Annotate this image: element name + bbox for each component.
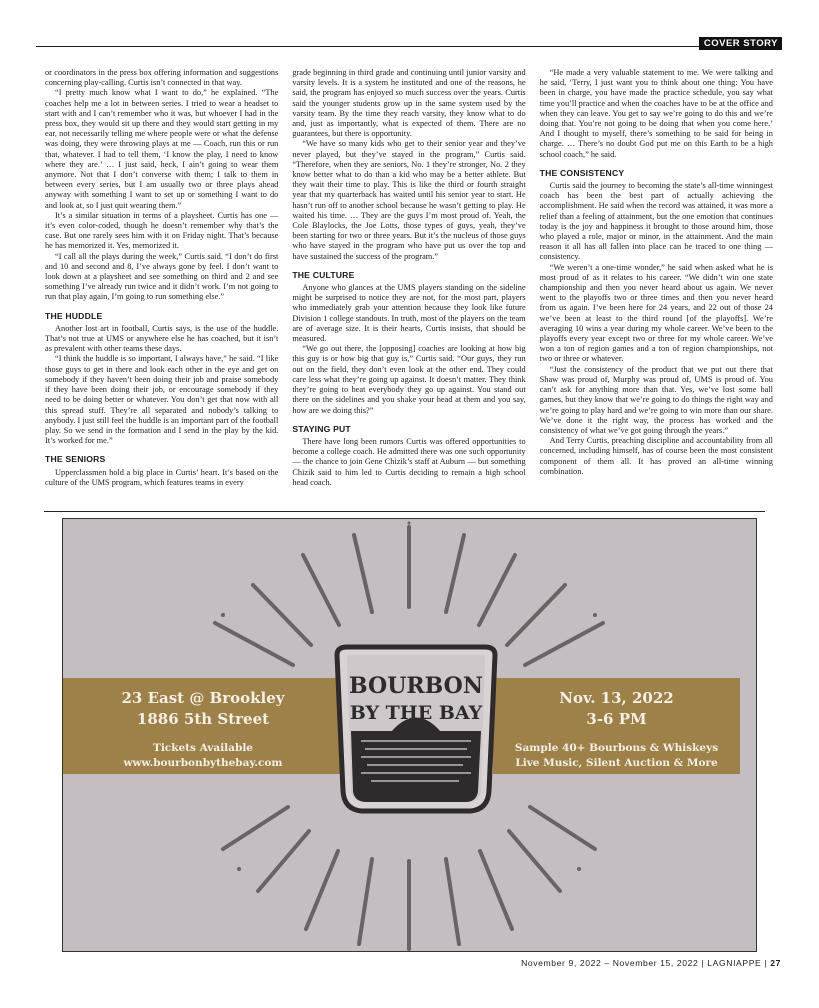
paragraph: And Terry Curtis, preaching discipline and accountability from all concerned, including himself, has of course been the most consistent component of them all. It has proved an all-time winning combination. bbox=[539, 436, 773, 476]
paragraph: “He made a very valuable statement to me. We were talking and he said, ‘Terry, I just want you to think about one thing: You have been in charge, you have made the practice schedule, you say what time you’ll practice and when the coaches have to be at the office and when they can leave. You get to say we’re going to do this and we’re doing that. You’re not going to be doing that when you come here.’ And I thought to myself, there’s something to be said for being in charge. … There’s no doubt God put me on this Earth to be a high school coach,” he said. bbox=[539, 68, 773, 159]
article-column-1 bbox=[45, 68, 278, 488]
tickets-website-link[interactable]: www.bourbonbythebay.com bbox=[123, 757, 283, 769]
subhead-the-culture: THE CULTURE bbox=[292, 269, 355, 280]
paragraph: grade beginning in third grade and continuing until junior varsity and varsity levels. It is a system he instituted and one of the reasons, he said, the program has enjoyed so much success over the years. Curtis said the younger students grow up in the same system used by the varsity team. By the time they reach varsity, they know what to do and, just as importantly, what is expected of them. There are no guarantees, but there is opportunity. bbox=[292, 68, 526, 139]
venue-name: 23 East @ Brookley bbox=[121, 689, 285, 707]
paragraph: “I call all the plays during the week,” Curtis said. “I don’t do first and 10 and second and 8, I’ve always gone by feel. I don’t want to look down at a playsheet and see something on third and 2 and see something I’ve already run twice and it didn’t work. I’m not going to run that play again, I’m going to run something else.” bbox=[45, 251, 279, 302]
page-footer bbox=[521, 958, 781, 968]
paragraph: “We have so many kids who get to their senior year and they’ve never played, but they’ve stayed in the program,” Curtis said. “Therefore, when they are seniors, No. 1 they’re stronger, No. 2 they know better what to do than a kid who may be a better athlete. But they wait their time to play. This is like the third or fourth straight year that my quarterback has waited until his senior year to start. He hasn’t run off to another school because he wasn’t getting to play. He waited his time. … They are the guys I’m most proud of. Yeah, the Cole Blaylocks, the Joe Lotts, those types of guys, yeah, they’ve been starting for two or three years. But it’s the nucleus of those guys who have stayed in the program who have put us over the top and have sustained the success of the program.” bbox=[292, 139, 526, 261]
footer-publication: LAGNIAPPE bbox=[707, 958, 762, 968]
paragraph: Another lost art in football, Curtis says, is the use of the huddle. That’s not true at UMS or anywhere else he has coached, but it isn’t as prevalent with other teams these days. bbox=[45, 323, 279, 354]
footer-separator: | bbox=[764, 958, 768, 968]
paragraph: It’s a similar situation in terms of a playsheet. Curtis has one — it’s even color-coded, though he doesn’t remember why that’s the case. But one rarely sees him with it on Friday night. That’s because he has memorized it. Yes, memorized it. bbox=[45, 210, 279, 251]
paragraph: Upperclassmen hold a big place in Curtis’ heart. It’s based on the culture of the UMS program, which features teams in every bbox=[45, 467, 279, 487]
paragraph: There have long been rumors Curtis was offered opportunities to become a college coach. He admitted there was one such opportunity — the chance to join Gene Chizik’s staff at Auburn — but something Chizik said to him led to Curtis deciding to remain a high school head coach. bbox=[292, 436, 526, 487]
logo-subtitle: BY THE BAY bbox=[349, 702, 483, 724]
footer-dates: November 9, 2022 – November 15, 2022 bbox=[521, 958, 699, 968]
subhead-the-huddle: THE HUDDLE bbox=[45, 310, 103, 321]
tickets-label: Tickets Available bbox=[153, 742, 253, 754]
event-time: 3-6 PM bbox=[586, 710, 647, 728]
paragraph: Anyone who glances at the UMS players standing on the sideline might be surprised to notice they are not, for the most part, players who immediately grab your attention because they look like future Division 1 college standouts. In truth, most of the players on the team are of average size. It is their hearts, Curtis insists, that should be measured. bbox=[292, 283, 526, 344]
event-date: Nov. 13, 2022 bbox=[559, 689, 674, 707]
page-number: 27 bbox=[770, 958, 781, 968]
subhead-staying-put: STAYING PUT bbox=[292, 423, 351, 434]
article-column-3 bbox=[540, 68, 773, 488]
subhead-the-seniors: THE SENIORS bbox=[45, 454, 106, 465]
paragraph: “We go out there, the [opposing] coaches are looking at how big this guy is or how big that guy is,” Curtis said. “Our guys, they run out on the field, they don’t even look at the other end. They could care less what they’re going up against. It doesn’t matter. They think they’re going to beat everybody they go up against. You stand out there on the sidelines and you shake your head at them and you say, how are we doing this?” bbox=[292, 344, 526, 415]
logo-title: BOURBON bbox=[349, 673, 483, 699]
event-features-line2: Live Music, Silent Auction & More bbox=[515, 757, 718, 769]
venue-address: 1886 5th Street bbox=[136, 710, 270, 728]
paragraph: “We weren’t a one-time wonder,” he said when asked what he is most proud of as it relates to his career. “We didn’t win one state championship and then you never heard about us again. We never went to the playoffs two or three times and then you never heard from us again. I’ve been here for 24 years, and 22 out of those 24 we’ve been at least to the third round [of the playoffs]. We’re averaging 10 wins a year during my whole career. We’ve been to the playoffs every year except two or three for my whole career. We’ve won a ton of region games and a ton of region championships, not two or three or whatever. bbox=[539, 262, 773, 364]
article-bottom-rule bbox=[44, 511, 765, 512]
subhead-the-consistency: THE CONSISTENCY bbox=[539, 167, 625, 178]
paragraph: “I pretty much know what I want to do,” he explained. “The coaches help me a lot in between series. I tried to wear a headset to start with and I can’t remember who it was, but whoever I had in the press box, they would sit up there and they would start getting in my ear, not necessarily telling me where people were or what the defense was doing, they were throwing plays at me — Coach, run this or run that, whatever. I had to tell them, ‘I know the play, I need to know where they are.’ … I just said, heck, I ain’t going to wear them anymore. Not that I don’t converse with them; I talk to them in between every series, but I am usually two or three plays ahead anyway with something I want to set up or something I want to do and look at, so I just quit wearing them.” bbox=[45, 88, 279, 210]
article-column-2 bbox=[292, 68, 525, 488]
paragraph: “I think the huddle is so important, I always have,” he said. “I like those guys to get in there and look each other in the eye and get on somebody if they haven’t been doing their job and praise somebody if they have been doing their job, or encourage somebody if they need to be doing better or whatever. You don’t get that now with all this spread stuff. They’re all separated and nobody’s talking to anybody. I just still feel the huddle is an important part of the football play. So we send in the formation and I send in the play by the kid. It’s worked for me.” bbox=[45, 354, 279, 446]
paragraph: or coordinators in the press box offering information and suggestions concerning play-calling. Curtis isn’t connected in that way. bbox=[45, 68, 279, 88]
paragraph: “Just the consistency of the product that we put out there that Shaw was proud of, Murphy was proud of, UMS is proud of. You can’t ask for anything more than that. Yes, we’ve lost some ball games, but they know that we’re going to do things the right way and we’re going to play hard and we’re going to win more than our share. We’ve done it the right way, the process has worked and the consistency of what we’ve got going through the years.” bbox=[539, 364, 773, 435]
section-tag: COVER STORY bbox=[699, 37, 782, 50]
paragraph: Curtis said the journey to becoming the state’s all-time winningest coach has been the best part of actually achieving the accomplishment. He said when the record was attained, it was more a relief than a feeling of attainment, but the one emotion that continues today is the joy and happiness it brought to those around him, those who played a role, major or minor, in the attainment. And the main reason it all has all fallen into place can be traced to one thing — consistency. bbox=[539, 181, 773, 262]
event-features-line1: Sample 40+ Bourbons & Whiskeys bbox=[514, 742, 719, 754]
top-rule bbox=[36, 46, 782, 47]
bourbon-by-the-bay-advertisement[interactable] bbox=[62, 518, 757, 952]
whiskey-glass-logo bbox=[331, 641, 501, 819]
article-body bbox=[45, 68, 773, 488]
footer-separator: | bbox=[701, 958, 705, 968]
